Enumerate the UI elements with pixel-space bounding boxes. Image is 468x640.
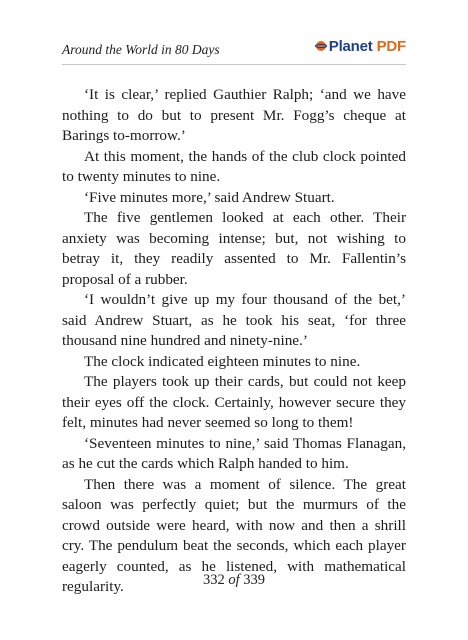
logo-word-planet: Planet (328, 38, 373, 55)
paragraph: ‘It is clear,’ replied Gauthier Ralph; ‘and we have nothing to do but to present Mr. Fogg’s cheque at Barings to-morrow.’ (62, 86, 406, 144)
logo-word-pdf: PDF (376, 38, 406, 55)
page-body (62, 85, 406, 598)
paragraph: ‘Seventeen minutes to nine,’ said Thomas Flanagan, as he cut the cards which Ralph handed to him. (62, 434, 406, 472)
globe-icon (315, 40, 327, 52)
paragraph: ‘Five minutes more,’ said Andrew Stuart. (84, 188, 335, 206)
book-title: Around the World in 80 Days (62, 42, 220, 57)
page-of-word: of (228, 572, 240, 588)
header-divider (62, 64, 406, 65)
page-number (0, 572, 468, 589)
page-header (62, 38, 406, 62)
current-page: 332 (202, 572, 225, 588)
paragraph: Then there was a moment of silence. The great saloon was perfectly quiet; but the murmurs of the crowd outside were heard, with now and then a shrill cry. The pendulum beat the seconds, which each player eagerly counted, as he listened, with mathematical regularity. (62, 475, 406, 595)
paragraph: The players took up their cards, but could not keep their eyes off the clock. Certainly, however secure they felt, minutes had never seemed so long to them! (62, 373, 406, 431)
paragraph: At this moment, the hands of the club clock pointed to twenty minutes to nine. (62, 147, 406, 185)
paragraph: The five gentlemen looked at each other. Their anxiety was becoming intense; but, not wishing to betray it, they readily assented to Mr. Fallentin’s proposal of a rubber. (62, 209, 406, 288)
paragraph: The clock indicated eighteen minutes to nine. (84, 352, 361, 370)
planet-pdf-logo (315, 38, 406, 55)
paragraph: ‘I wouldn’t give up my four thousand of the bet,’ said Andrew Stuart, as he took his seat, ‘for three thousand nine hundred and ninety-nine.’ (62, 291, 406, 349)
total-pages: 339 (243, 572, 266, 588)
